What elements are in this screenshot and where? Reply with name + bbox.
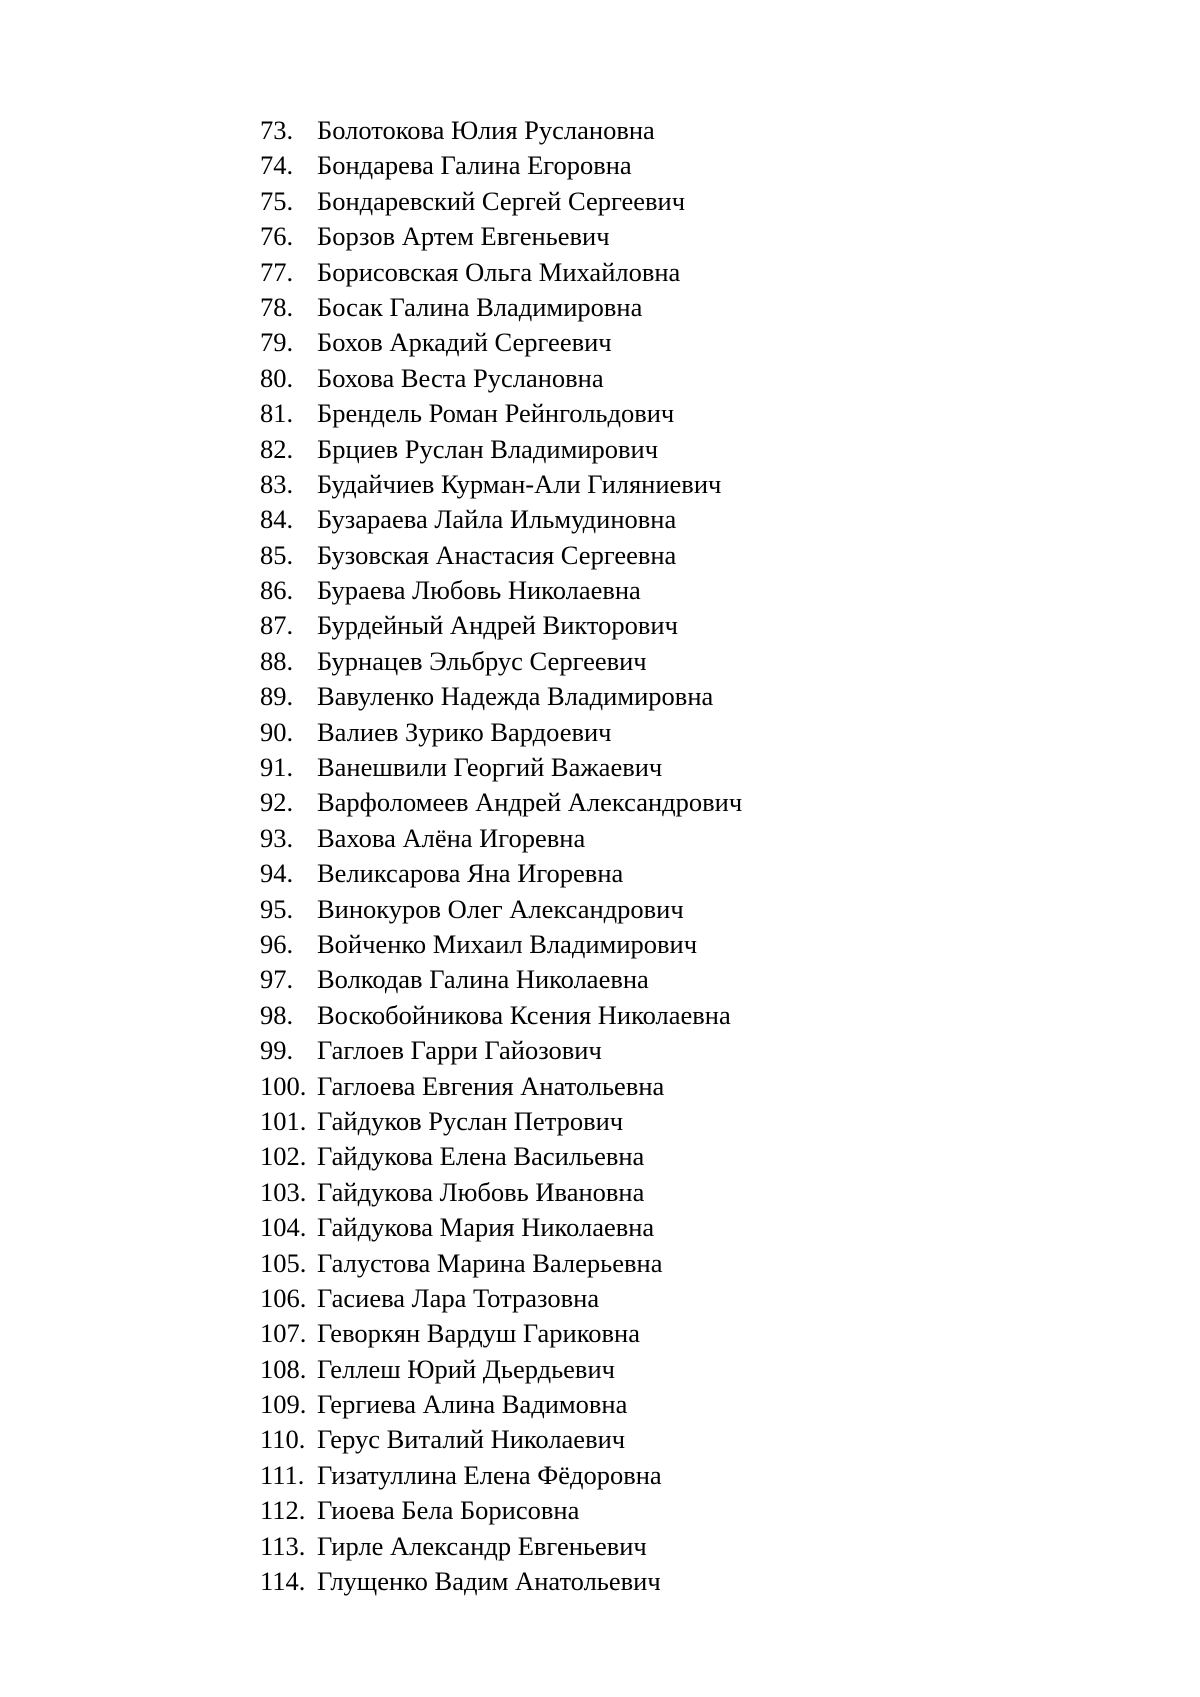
list-item — [260, 1529, 742, 1564]
list-item-name: Войченко Михаил Владимирович — [317, 928, 698, 959]
list-item-number: 83. — [260, 468, 294, 499]
list-item — [260, 467, 742, 502]
list-item-number: 89. — [260, 681, 294, 712]
list-item — [260, 644, 742, 679]
list-item-number: 113. — [260, 1530, 306, 1561]
list-item — [260, 998, 742, 1033]
list-item-name: Брендель Роман Рейнгольдович — [317, 398, 675, 429]
list-item — [260, 1493, 742, 1528]
list-item-number: 99. — [260, 1035, 294, 1066]
list-item-name: Гирле Александр Евгеньевич — [317, 1530, 647, 1561]
name-list — [260, 113, 742, 1599]
list-item — [260, 785, 742, 820]
list-item-name: Глущенко Вадим Анатольевич — [317, 1566, 661, 1597]
list-item-name: Геллеш Юрий Дьердьевич — [317, 1353, 615, 1384]
list-item-number: 91. — [260, 752, 294, 783]
list-item-name: Бохов Аркадий Сергеевич — [317, 327, 612, 358]
list-item-number: 109. — [260, 1389, 307, 1420]
list-item — [260, 1352, 742, 1387]
list-item — [260, 113, 742, 148]
list-item — [260, 1210, 742, 1245]
list-item — [260, 255, 742, 290]
list-item — [260, 1387, 742, 1422]
list-item-number: 110. — [260, 1424, 306, 1455]
list-item-name: Вахова Алёна Игоревна — [317, 822, 586, 853]
list-item-name: Борзов Артем Евгеньевич — [317, 221, 610, 252]
list-item-name: Ванешвили Георгий Важаевич — [317, 752, 663, 783]
list-item — [260, 1458, 742, 1493]
list-item-name: Бурнацев Эльбрус Сергеевич — [317, 645, 647, 676]
list-item — [260, 219, 742, 254]
list-item — [260, 1033, 742, 1068]
list-item-number: 74. — [260, 150, 294, 181]
list-item-name: Винокуров Олег Александрович — [317, 893, 684, 924]
list-item-name: Гиоева Бела Борисовна — [317, 1495, 580, 1526]
list-item — [260, 396, 742, 431]
list-item-name: Варфоломеев Андрей Александрович — [317, 787, 743, 818]
list-item-name: Гергиева Алина Вадимовна — [317, 1389, 628, 1420]
list-item-number: 81. — [260, 398, 294, 429]
list-item-name: Борисовская Ольга Михайловна — [317, 256, 681, 287]
list-item-name: Воскобойникова Ксения Николаевна — [317, 999, 731, 1030]
list-item — [260, 1246, 742, 1281]
list-item-name: Бузовская Анастасия Сергеевна — [317, 539, 677, 570]
list-item-number: 101. — [260, 1105, 307, 1136]
list-item — [260, 608, 742, 643]
list-item-name: Валиев Зурико Вардоевич — [317, 716, 612, 747]
list-item-name: Галустова Марина Валерьевна — [317, 1247, 663, 1278]
list-item — [260, 361, 742, 396]
list-item-name: Геворкян Вардуш Гариковна — [317, 1318, 640, 1349]
list-item-name: Герус Виталий Николаевич — [317, 1424, 626, 1455]
list-item-number: 103. — [260, 1176, 307, 1207]
list-item-number: 102. — [260, 1141, 307, 1172]
list-item — [260, 1175, 742, 1210]
list-item — [260, 679, 742, 714]
list-item-number: 93. — [260, 822, 294, 853]
list-item-number: 86. — [260, 575, 294, 606]
list-item-number: 104. — [260, 1212, 307, 1243]
list-item-name: Гаглоева Евгения Анатольевна — [317, 1070, 665, 1101]
list-item — [260, 184, 742, 219]
list-item — [260, 502, 742, 537]
list-item-name: Гайдукова Любовь Ивановна — [317, 1176, 645, 1207]
list-item-number: 76. — [260, 221, 294, 252]
list-item-name: Гаглоев Гарри Гайозович — [317, 1035, 602, 1066]
list-item — [260, 432, 742, 467]
list-item-name: Бондаревский Сергей Сергеевич — [317, 185, 686, 216]
list-item-number: 112. — [260, 1495, 306, 1526]
list-item-number: 106. — [260, 1282, 307, 1313]
list-item-number: 111. — [260, 1459, 305, 1490]
list-item — [260, 573, 742, 608]
list-item-number: 114. — [260, 1566, 306, 1597]
list-item — [260, 962, 742, 997]
list-item-number: 80. — [260, 362, 294, 393]
list-item-name: Гайдукова Мария Николаевна — [317, 1212, 655, 1243]
list-item-number: 107. — [260, 1318, 307, 1349]
list-item-number: 87. — [260, 610, 294, 641]
list-item-number: 85. — [260, 539, 294, 570]
list-item-number: 73. — [260, 115, 294, 145]
list-item-number: 97. — [260, 964, 294, 995]
list-item — [260, 1316, 742, 1351]
list-item-number: 79. — [260, 327, 294, 358]
list-item — [260, 750, 742, 785]
list-item-number: 82. — [260, 433, 294, 464]
list-item-number: 75. — [260, 185, 294, 216]
list-item-number: 96. — [260, 928, 294, 959]
list-item-name: Бурдейный Андрей Викторович — [317, 610, 678, 641]
list-item — [260, 1564, 742, 1599]
list-item-number: 105. — [260, 1247, 307, 1278]
list-item — [260, 1069, 742, 1104]
list-item — [260, 325, 742, 360]
list-item — [260, 538, 742, 573]
list-item-name: Брциев Руслан Владимирович — [317, 433, 659, 464]
list-item-name: Бузараева Лайла Ильмудиновна — [317, 504, 677, 535]
list-item-name: Великсарова Яна Игоревна — [317, 858, 624, 889]
list-item-number: 90. — [260, 716, 294, 747]
list-item-number: 98. — [260, 999, 294, 1030]
list-item — [260, 148, 742, 183]
list-item — [260, 1139, 742, 1174]
list-item — [260, 856, 742, 891]
list-item-number: 100. — [260, 1070, 307, 1101]
list-item-name: Бураева Любовь Николаевна — [317, 575, 641, 606]
list-item-number: 77. — [260, 256, 294, 287]
list-item — [260, 715, 742, 750]
list-item-name: Бондарева Галина Егоровна — [317, 150, 632, 181]
list-item — [260, 1104, 742, 1139]
list-item-name: Босак Галина Владимировна — [317, 291, 643, 322]
list-item-number: 78. — [260, 291, 294, 322]
list-item — [260, 1422, 742, 1457]
list-item — [260, 821, 742, 856]
list-item-name: Гасиева Лара Тотразовна — [317, 1282, 600, 1313]
list-item — [260, 1281, 742, 1316]
list-item — [260, 290, 742, 325]
list-item-name: Болотокова Юлия Руслановна — [317, 115, 655, 145]
list-item-number: 94. — [260, 858, 294, 889]
list-item-name: Вавуленко Надежда Владимировна — [317, 681, 714, 712]
list-item — [260, 927, 742, 962]
list-item-name: Гайдуков Руслан Петрович — [317, 1105, 624, 1136]
list-item-number: 95. — [260, 893, 294, 924]
list-item-number: 92. — [260, 787, 294, 818]
list-item-name: Волкодав Галина Николаевна — [317, 964, 649, 995]
list-item-name: Гизатуллина Елена Фёдоровна — [317, 1459, 662, 1490]
list-item — [260, 892, 742, 927]
list-item-name: Будайчиев Курман-Али Гиляниевич — [317, 468, 722, 499]
list-item-number: 88. — [260, 645, 294, 676]
list-item-number: 84. — [260, 504, 294, 535]
list-item-name: Бохова Веста Руслановна — [317, 362, 604, 393]
list-item-number: 108. — [260, 1353, 307, 1384]
list-item-name: Гайдукова Елена Васильевна — [317, 1141, 645, 1172]
